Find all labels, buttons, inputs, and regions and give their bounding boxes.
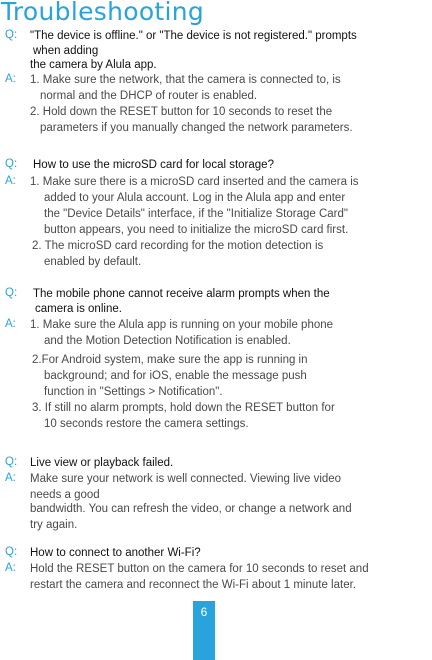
answer-line: 3. If still no alarm prompts, hold down the RESET button for: [32, 402, 335, 414]
answer-line: 2. Hold down the RESET button for 10 seconds to reset the: [30, 106, 333, 118]
answer-label: A:: [5, 472, 16, 484]
answer-line: try again.: [30, 519, 78, 531]
question-label: Q:: [5, 456, 18, 468]
answer-line: added to your Alula account. Log in the Alula app and enter: [44, 192, 346, 204]
answer-line: 1. Make sure there is a microSD card inserted and the camera is: [30, 176, 359, 188]
answer-line: needs a good: [30, 489, 100, 501]
answer-line: and the Motion Detection Notification is enabled.: [44, 335, 291, 347]
question-line: Live view or playback failed.: [30, 457, 174, 469]
answer-line: bandwidth. You can refresh the video, or change a network and: [30, 503, 352, 515]
answer-line: 1. Make sure the network, that the camera is connected to, is: [30, 74, 341, 86]
question-line: The mobile phone cannot receive alarm prompts when the: [33, 288, 330, 300]
answer-line: restart the camera and reconnect the Wi-Fi about 1 minute later.: [30, 579, 356, 591]
page-title: Troubleshooting: [1, 0, 205, 26]
answer-line: 10 seconds restore the camera settings.: [44, 418, 249, 430]
question-line: How to connect to another Wi-Fi?: [30, 547, 201, 559]
answer-line: Make sure your network is well connected. Viewing live video: [30, 473, 342, 485]
answer-line: background; and for iOS, enable the message push: [44, 370, 307, 382]
question-line: How to use the microSD card for local storage?: [33, 159, 274, 171]
answer-line: parameters if you manually changed the network parameters.: [40, 122, 353, 134]
question-label: Q:: [5, 29, 18, 41]
answer-line: 1. Make sure the Alula app is running on your mobile phone: [30, 319, 334, 331]
answer-line: 2. The microSD card recording for the motion detection is: [32, 240, 324, 252]
question-line: when adding: [33, 45, 99, 57]
answer-label: A:: [5, 318, 16, 330]
question-label: Q:: [5, 287, 18, 299]
question-line: the camera by Alula app.: [30, 59, 157, 71]
answer-line: function in "Settings > Notification".: [44, 386, 223, 398]
answer-line: enabled by default.: [44, 256, 142, 268]
answer-line: normal and the DHCP of router is enabled.: [40, 90, 258, 102]
question-line: "The device is offline." or "The device is not registered." prompts: [30, 30, 357, 42]
answer-line: Hold the RESET button on the camera for 10 seconds to reset and: [30, 563, 369, 575]
answer-label: A:: [5, 562, 16, 574]
question-label: Q:: [5, 546, 18, 558]
answer-line: button appears, you need to initialize the microSD card first.: [44, 224, 349, 236]
answer-label: A:: [5, 73, 16, 85]
question-label: Q:: [5, 158, 18, 170]
answer-line: the "Device Details" interface, if the "Initialize Storage Card": [44, 208, 348, 220]
answer-label: A:: [5, 175, 16, 187]
answer-line: 2.For Android system, make sure the app is running in: [32, 354, 308, 366]
page-number-badge: 6: [193, 601, 215, 660]
question-line: camera is online.: [35, 303, 122, 315]
